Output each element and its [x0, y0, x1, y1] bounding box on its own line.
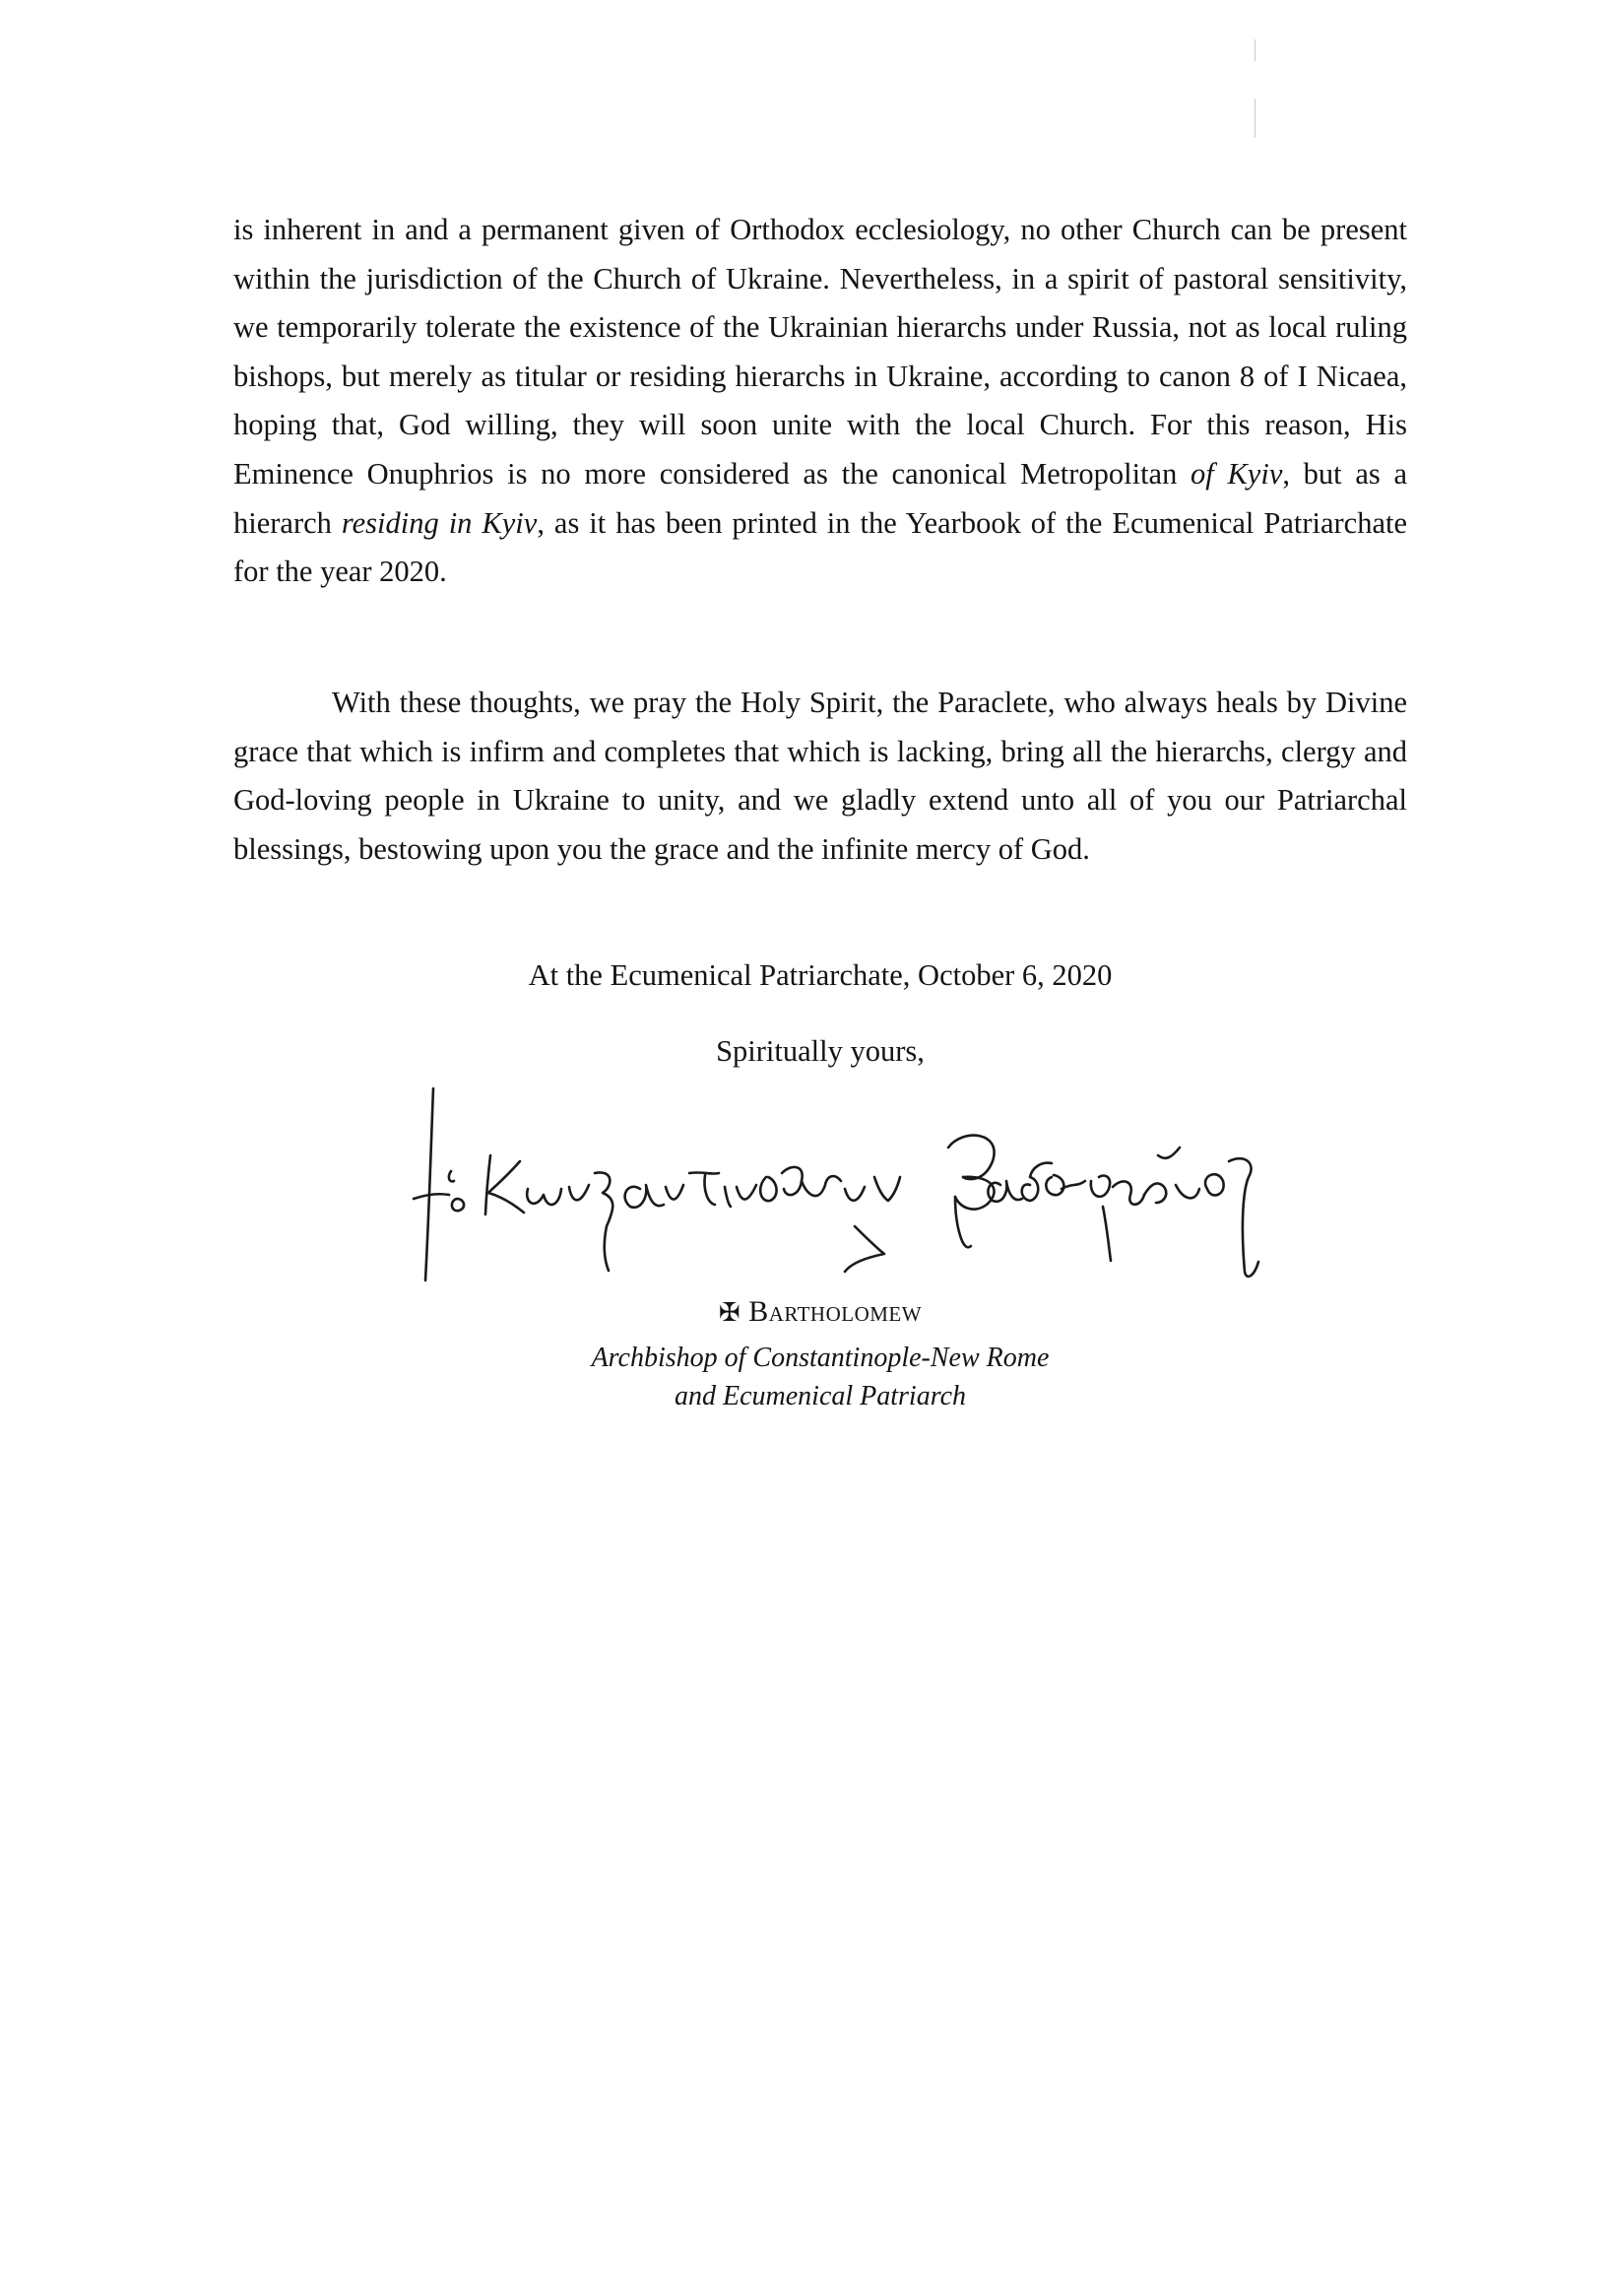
body-paragraph-2: With these thoughts, we pray the Holy Spirit, the Paraclete, who always heals by Divine grace that which is infirm and completes that which is lacking, bring all the hierarchs, clergy and God-loving people in Ukraine to unity, and we gladly extend unto all of you our Patriarchal blessings, bestowing upon you the grace and the infinite mercy of God.: [233, 686, 1407, 866]
signer-name-text: Bartholomew: [748, 1295, 923, 1328]
paragraph-1-tail: , as it has been printed in the Yearbook of the Ecumenical Patriarchate for the year 2020.: [233, 505, 1407, 589]
closing-salutation: Spiritually yours,: [716, 1034, 925, 1068]
date-line: At the Ecumenical Patriarchate, October 6, 2020: [528, 958, 1113, 992]
emphasis-residing-in-kyiv: residing in Kyiv: [341, 505, 538, 540]
paragraph-1-mid: , but as a hierarch: [233, 456, 1407, 540]
emphasis-of-kyiv: of Kyiv: [1191, 456, 1283, 491]
handwritten-signature: [412, 1079, 1318, 1300]
body-paragraph-1: [233, 206, 1407, 597]
signer-title-line-1: Archbishop of Constantinople-New Rome: [591, 1343, 1050, 1373]
signer-title-line-2: and Ecumenical Patriarch: [674, 1381, 966, 1411]
patriarchal-cross-icon: ✠: [718, 1298, 741, 1327]
signer-name: [233, 1292, 1407, 1333]
paragraph-1-lead: is inherent in and a permanent given of Orthodox ecclesiology, no other Church can be present within the jurisdiction of the Church of Ukraine. Nevertheless, in a spirit of pastoral sensitivity, we temporarily tolerate the existence of the Ukrainian hierarchs under Russia, not as local ruling bishops, but merely as titular or residing hierarchs in Ukraine, according to canon 8 of I Nicaea, hoping that, God willing, they will soon unite with the local Church. For this reason, His Eminence Onuphrios is no more considered as the canonical Metropolitan: [233, 213, 1407, 491]
